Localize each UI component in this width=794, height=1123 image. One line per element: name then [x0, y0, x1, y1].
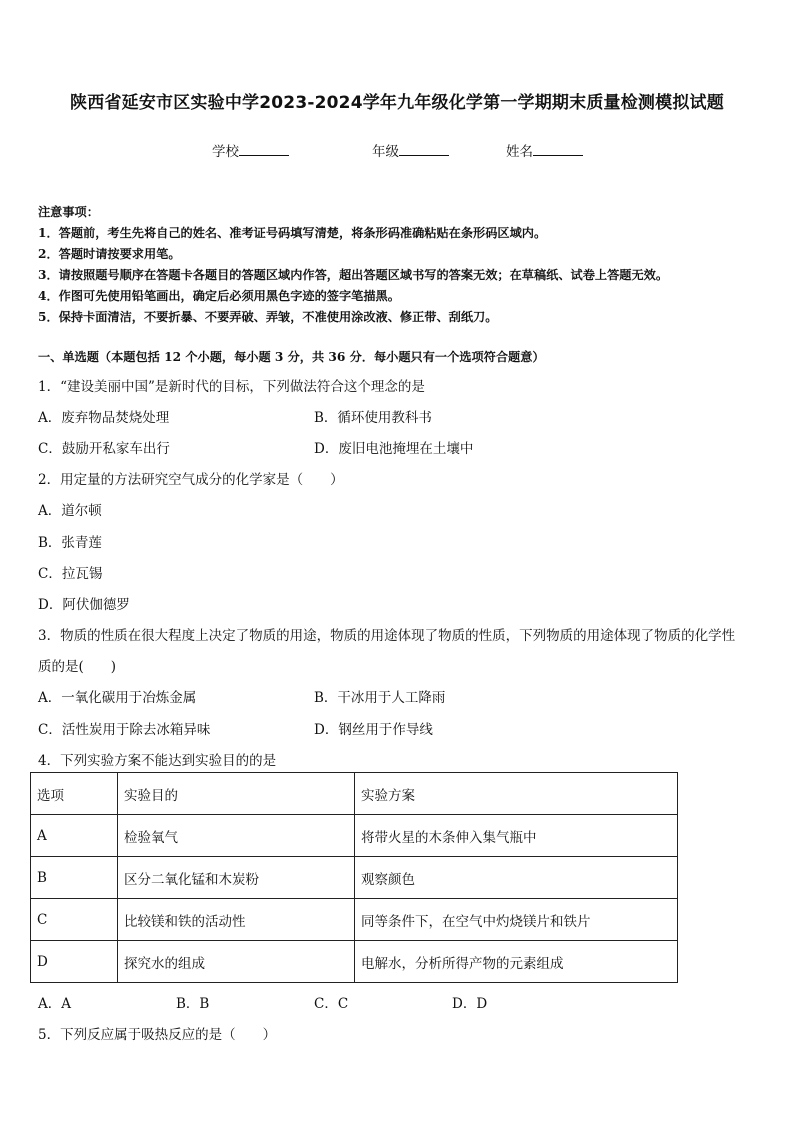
table-cell: B — [31, 857, 118, 899]
question-4-option-c: C．C — [314, 996, 349, 1012]
table-cell: A — [31, 815, 118, 857]
question-3-stem-cont: 质的是( ) — [38, 659, 117, 675]
question-1-option-a: A．废弃物品焚烧处理 — [38, 410, 170, 426]
question-1-option-d: D．废旧电池掩埋在土壤中 — [314, 441, 474, 457]
question-1-option-c: C．鼓励开私家车出行 — [38, 441, 170, 457]
table-row — [31, 899, 678, 941]
table-cell: C — [31, 899, 118, 941]
experiment-table — [30, 772, 678, 983]
table-row — [31, 857, 678, 899]
question-3-option-d: D．钢丝用于作导线 — [314, 722, 433, 738]
table-cell: 探究水的组成 — [118, 941, 355, 983]
notes-item: 5．保持卡面清洁，不要折暴、不要弄破、弄皱，不准使用涂改液、修正带、刮纸刀。 — [38, 310, 498, 324]
question-5-stem: 5．下列反应属于吸热反应的是（ ） — [38, 1027, 277, 1043]
name-field — [506, 140, 583, 160]
table-cell: 检验氧气 — [118, 815, 355, 857]
name-label: 姓名 — [506, 144, 533, 160]
table-cell: 同等条件下，在空气中灼烧镁片和铁片 — [355, 899, 678, 941]
section-heading: 一、单选题（本题包括 12 个小题，每小题 3 分，共 36 分．每小题只有一个选项符合题意） — [38, 350, 545, 364]
question-3-option-b: B．干冰用于人工降雨 — [314, 690, 446, 706]
question-2-option-c: C．拉瓦锡 — [38, 566, 103, 582]
question-4-option-a: A．A — [38, 996, 71, 1012]
notes-item: 1．答题前，考生先将自己的姓名、准考证号码填写清楚，将条形码准确粘贴在条形码区域内。 — [38, 226, 547, 240]
school-blank — [239, 143, 289, 156]
grade-blank — [399, 143, 449, 156]
table-cell: 观察颜色 — [355, 857, 678, 899]
table-header-cell: 实验目的 — [118, 773, 355, 815]
question-1-stem: 1．“建设美丽中国”是新时代的目标，下列做法符合这个理念的是 — [38, 379, 425, 395]
question-2-option-b: B．张青莲 — [38, 535, 102, 551]
table-cell: 比较镁和铁的活动性 — [118, 899, 355, 941]
table-cell: 将带火星的木条伸入集气瓶中 — [355, 815, 678, 857]
table-header-cell: 实验方案 — [355, 773, 678, 815]
notes-item: 2．答题时请按要求用笔。 — [38, 247, 181, 261]
question-1-option-b: B．循环使用教科书 — [314, 410, 432, 426]
school-field — [212, 140, 289, 160]
table-cell: 电解水，分析所得产物的元素组成 — [355, 941, 678, 983]
table-header-row — [31, 773, 678, 815]
table-cell: D — [31, 941, 118, 983]
school-label: 学校 — [212, 144, 239, 160]
table-header-cell: 选项 — [31, 773, 118, 815]
page-title: 陕西省延安市区实验中学2023-2024学年九年级化学第一学期期末质量检测模拟试题 — [70, 93, 724, 113]
question-4-option-b: B．B — [176, 996, 210, 1012]
notes-heading: 注意事项： — [38, 205, 99, 219]
question-3-stem: 3．物质的性质在很大程度上决定了物质的用途，物质的用途体现了物质的性质，下列物质的用途体现了物质的化学性 — [38, 628, 736, 644]
notes-item: 4．作图可先使用铅笔画出，确定后必须用黑色字迹的签字笔描黑。 — [38, 289, 400, 303]
question-3-option-a: A．一氧化碳用于冶炼金属 — [38, 690, 197, 706]
grade-field — [372, 140, 449, 160]
question-4-stem: 4．下列实验方案不能达到实验目的的是 — [38, 753, 277, 769]
name-blank — [533, 143, 583, 156]
question-2-stem: 2．用定量的方法研究空气成分的化学家是（ ） — [38, 472, 344, 488]
table-row — [31, 815, 678, 857]
grade-label: 年级 — [372, 144, 399, 160]
question-3-option-c: C．活性炭用于除去冰箱异味 — [38, 722, 211, 738]
question-2-option-d: D．阿伏伽德罗 — [38, 597, 130, 613]
table-cell: 区分二氧化锰和木炭粉 — [118, 857, 355, 899]
question-2-option-a: A．道尔顿 — [38, 503, 102, 519]
notes-item: 3．请按照题号顺序在答题卡各题目的答题区域内作答，超出答题区域书写的答案无效；在草稿纸、试卷上答题无效。 — [38, 268, 669, 282]
question-4-option-d: D．D — [452, 996, 488, 1012]
table-row — [31, 941, 678, 983]
